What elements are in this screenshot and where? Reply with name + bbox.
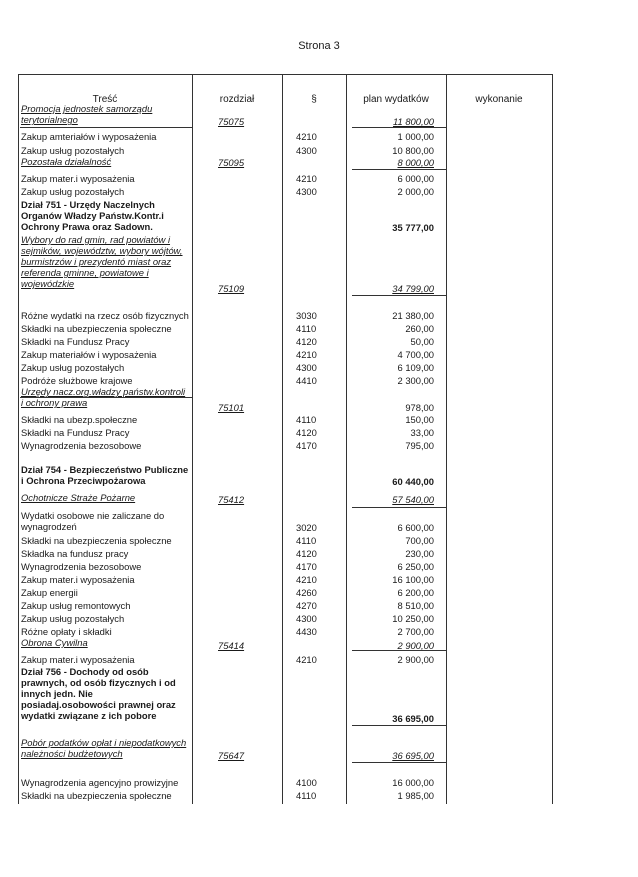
row-amount: 2 900,00 xyxy=(397,654,434,665)
row-text: Składki na ubezp.społeczne xyxy=(21,414,138,425)
row-text: Zakup usług pozostałych xyxy=(21,186,125,197)
row-amount: 1 985,00 xyxy=(397,790,434,801)
row-paragraf: 4300 xyxy=(296,362,317,373)
row-paragraf: 4410 xyxy=(296,375,317,386)
table-top-border xyxy=(18,74,552,75)
row-paragraf: 4300 xyxy=(296,145,317,156)
row-amount: 2 000,00 xyxy=(397,186,434,197)
row-paragraf: 3030 xyxy=(296,310,317,321)
row-amount: 2 900,00 xyxy=(397,640,434,651)
row-amount: 16 100,00 xyxy=(392,574,434,585)
row-paragraf: 4110 xyxy=(296,535,317,546)
row-amount: 35 777,00 xyxy=(392,222,434,233)
row-text: Zakup usług pozostałych xyxy=(21,613,125,624)
column-divider xyxy=(446,74,447,804)
row-amount: 6 250,00 xyxy=(397,561,434,572)
column-divider xyxy=(282,74,283,804)
row-text: Zakup mater.i wyposażenia xyxy=(21,173,135,184)
row-amount: 36 695,00 xyxy=(392,750,434,761)
column-divider xyxy=(18,74,19,804)
underline-rule xyxy=(352,650,446,651)
row-text: Pozostała działalność xyxy=(21,156,112,167)
row-paragraf: 4110 xyxy=(296,414,317,425)
row-amount: 8 510,00 xyxy=(397,600,434,611)
row-amount: 34 799,00 xyxy=(392,283,434,294)
row-text: Wydatki osobowe nie zaliczane do wynagrodzeń xyxy=(21,510,165,532)
row-amount: 260,00 xyxy=(405,323,434,334)
row-amount: 57 540,00 xyxy=(392,494,434,505)
row-paragraf: 4210 xyxy=(296,349,317,360)
row-text: Wybory do rad gmin, rad powiatów i sejmików, województw, wybory wójtów, burmistrzów i prezydentó miast oraz referenda gminne, powiatowe i wojewódzkie xyxy=(21,234,183,289)
row-amount: 10 250,00 xyxy=(392,613,434,624)
row-amount: 6 109,00 xyxy=(397,362,434,373)
row-text: Składki na ubezpieczenia społeczne xyxy=(21,790,172,801)
underline-rule xyxy=(352,295,446,296)
row-text: Zakup usług pozostałych xyxy=(21,145,125,156)
row-amount: 2 300,00 xyxy=(397,375,434,386)
row-paragraf: 4170 xyxy=(296,440,317,451)
header-plan: plan wydatków xyxy=(363,94,429,105)
row-amount: 2 700,00 xyxy=(397,626,434,637)
row-paragraf: 3020 xyxy=(296,522,317,533)
row-paragraf: 4300 xyxy=(296,186,317,197)
row-text: Składki na ubezpieczenia społeczne xyxy=(21,323,172,334)
underline-rule xyxy=(20,397,192,398)
header-tresc: Treść xyxy=(92,94,118,105)
row-paragraf: 4300 xyxy=(296,613,317,624)
row-paragraf: 4430 xyxy=(296,626,317,637)
row-text: Obrona Cywilna xyxy=(21,637,88,648)
row-amount: 36 695,00 xyxy=(392,713,434,724)
row-paragraf: 4260 xyxy=(296,587,317,598)
row-rozdzial: 75109 xyxy=(218,283,245,294)
row-text: Dział 754 - Bezpieczeństwo Publiczne i Ochrona Przeciwpożarowa xyxy=(21,464,189,486)
row-paragraf: 4270 xyxy=(296,600,317,611)
row-amount: 1 000,00 xyxy=(397,131,434,142)
row-text: Składka na fundusz pracy xyxy=(21,548,129,559)
row-paragraf: 4210 xyxy=(296,654,317,665)
row-text: Ochotnicze Straże Pożarne xyxy=(21,492,136,503)
row-amount: 16 000,00 xyxy=(392,777,434,788)
row-text: Dział 751 - Urzędy Naczelnych Organów Władzy Państw.Kontr.i Ochrony Prawa oraz Sadown. xyxy=(21,199,164,232)
column-divider xyxy=(192,74,193,804)
column-divider xyxy=(552,74,553,804)
row-amount: 230,00 xyxy=(405,548,434,559)
row-text: Pobór podatków opłat i niepodatkowych należności budżetowych xyxy=(21,737,187,759)
column-divider xyxy=(346,74,347,804)
row-amount: 700,00 xyxy=(405,535,434,546)
underline-rule xyxy=(352,127,446,128)
row-text: Zakup materiałów i wyposażenia xyxy=(21,349,157,360)
header-paragraf: § xyxy=(311,94,317,105)
row-text: Wynagrodzenia bezosobowe xyxy=(21,440,142,451)
row-paragraf: 4120 xyxy=(296,427,317,438)
row-amount: 6 600,00 xyxy=(397,522,434,533)
header-wykonanie: wykonanie xyxy=(475,94,523,105)
row-amount: 50,00 xyxy=(410,336,434,347)
row-rozdzial: 75412 xyxy=(218,494,245,505)
underline-rule xyxy=(20,127,192,128)
row-text: Składki na ubezpieczenia społeczne xyxy=(21,535,172,546)
row-amount: 8 000,00 xyxy=(397,157,434,168)
row-amount: 11 800,00 xyxy=(392,116,434,127)
underline-rule xyxy=(352,725,446,726)
row-amount: 33,00 xyxy=(410,427,434,438)
row-text: Zakup usług pozostałych xyxy=(21,362,125,373)
row-text: Różne wydatki na rzecz osób fizycznych xyxy=(21,310,189,321)
row-paragraf: 4170 xyxy=(296,561,317,572)
row-amount: 4 700,00 xyxy=(397,349,434,360)
row-amount: 978,00 xyxy=(405,402,434,413)
row-amount: 795,00 xyxy=(405,440,434,451)
row-rozdzial: 75095 xyxy=(218,157,245,168)
row-paragraf: 4120 xyxy=(296,548,317,559)
row-amount: 150,00 xyxy=(405,414,434,425)
row-paragraf: 4210 xyxy=(296,173,317,184)
row-text: Zakup mater.i wyposażenia xyxy=(21,654,135,665)
page-title: Strona 3 xyxy=(298,40,340,52)
row-text: Promocja jednostek samorządu terytorialnego xyxy=(21,103,153,125)
row-rozdzial: 75647 xyxy=(218,750,245,761)
row-text: Wynagrodzenia agencyjno prowizyjne xyxy=(21,777,179,788)
row-text: Zakup mater.i wyposażenia xyxy=(21,574,135,585)
underline-rule xyxy=(352,169,446,170)
underline-rule xyxy=(352,762,446,763)
row-paragraf: 4110 xyxy=(296,323,317,334)
row-rozdzial: 75414 xyxy=(218,640,245,651)
row-paragraf: 4210 xyxy=(296,574,317,585)
row-text: Składki na Fundusz Pracy xyxy=(21,336,130,347)
underline-rule xyxy=(352,507,446,508)
row-amount: 10 800,00 xyxy=(392,145,434,156)
row-paragraf: 4100 xyxy=(296,777,317,788)
row-text: Zakup amteriałów i wyposażenia xyxy=(21,131,157,142)
row-text: Różne opłaty i składki xyxy=(21,626,112,637)
row-text: Dział 756 - Dochody od osób prawnych, od osób fizycznych i od innych jedn. Nie posiadaj.osobowości prawnej oraz wydatki związane z ich pobore xyxy=(21,666,176,721)
row-text: Wynagrodzenia bezosobowe xyxy=(21,561,142,572)
row-text: Podróże służbowe krajowe xyxy=(21,375,133,386)
row-amount: 21 380,00 xyxy=(392,310,434,321)
row-text: Urzędy nacz.org.władzy państw.kontroli i ochrony prawa xyxy=(21,386,186,408)
row-amount: 6 000,00 xyxy=(397,173,434,184)
row-text: Zakup energii xyxy=(21,587,78,598)
row-rozdzial: 75101 xyxy=(218,402,245,413)
row-text: Składki na Fundusz Pracy xyxy=(21,427,130,438)
row-paragraf: 4120 xyxy=(296,336,317,347)
header-rozdzial: rozdział xyxy=(219,94,255,105)
row-text: Zakup usług remontowych xyxy=(21,600,131,611)
row-paragraf: 4210 xyxy=(296,131,317,142)
row-amount: 6 200,00 xyxy=(397,587,434,598)
row-amount: 60 440,00 xyxy=(392,476,434,487)
row-rozdzial: 75075 xyxy=(218,116,245,127)
row-paragraf: 4110 xyxy=(296,790,317,801)
